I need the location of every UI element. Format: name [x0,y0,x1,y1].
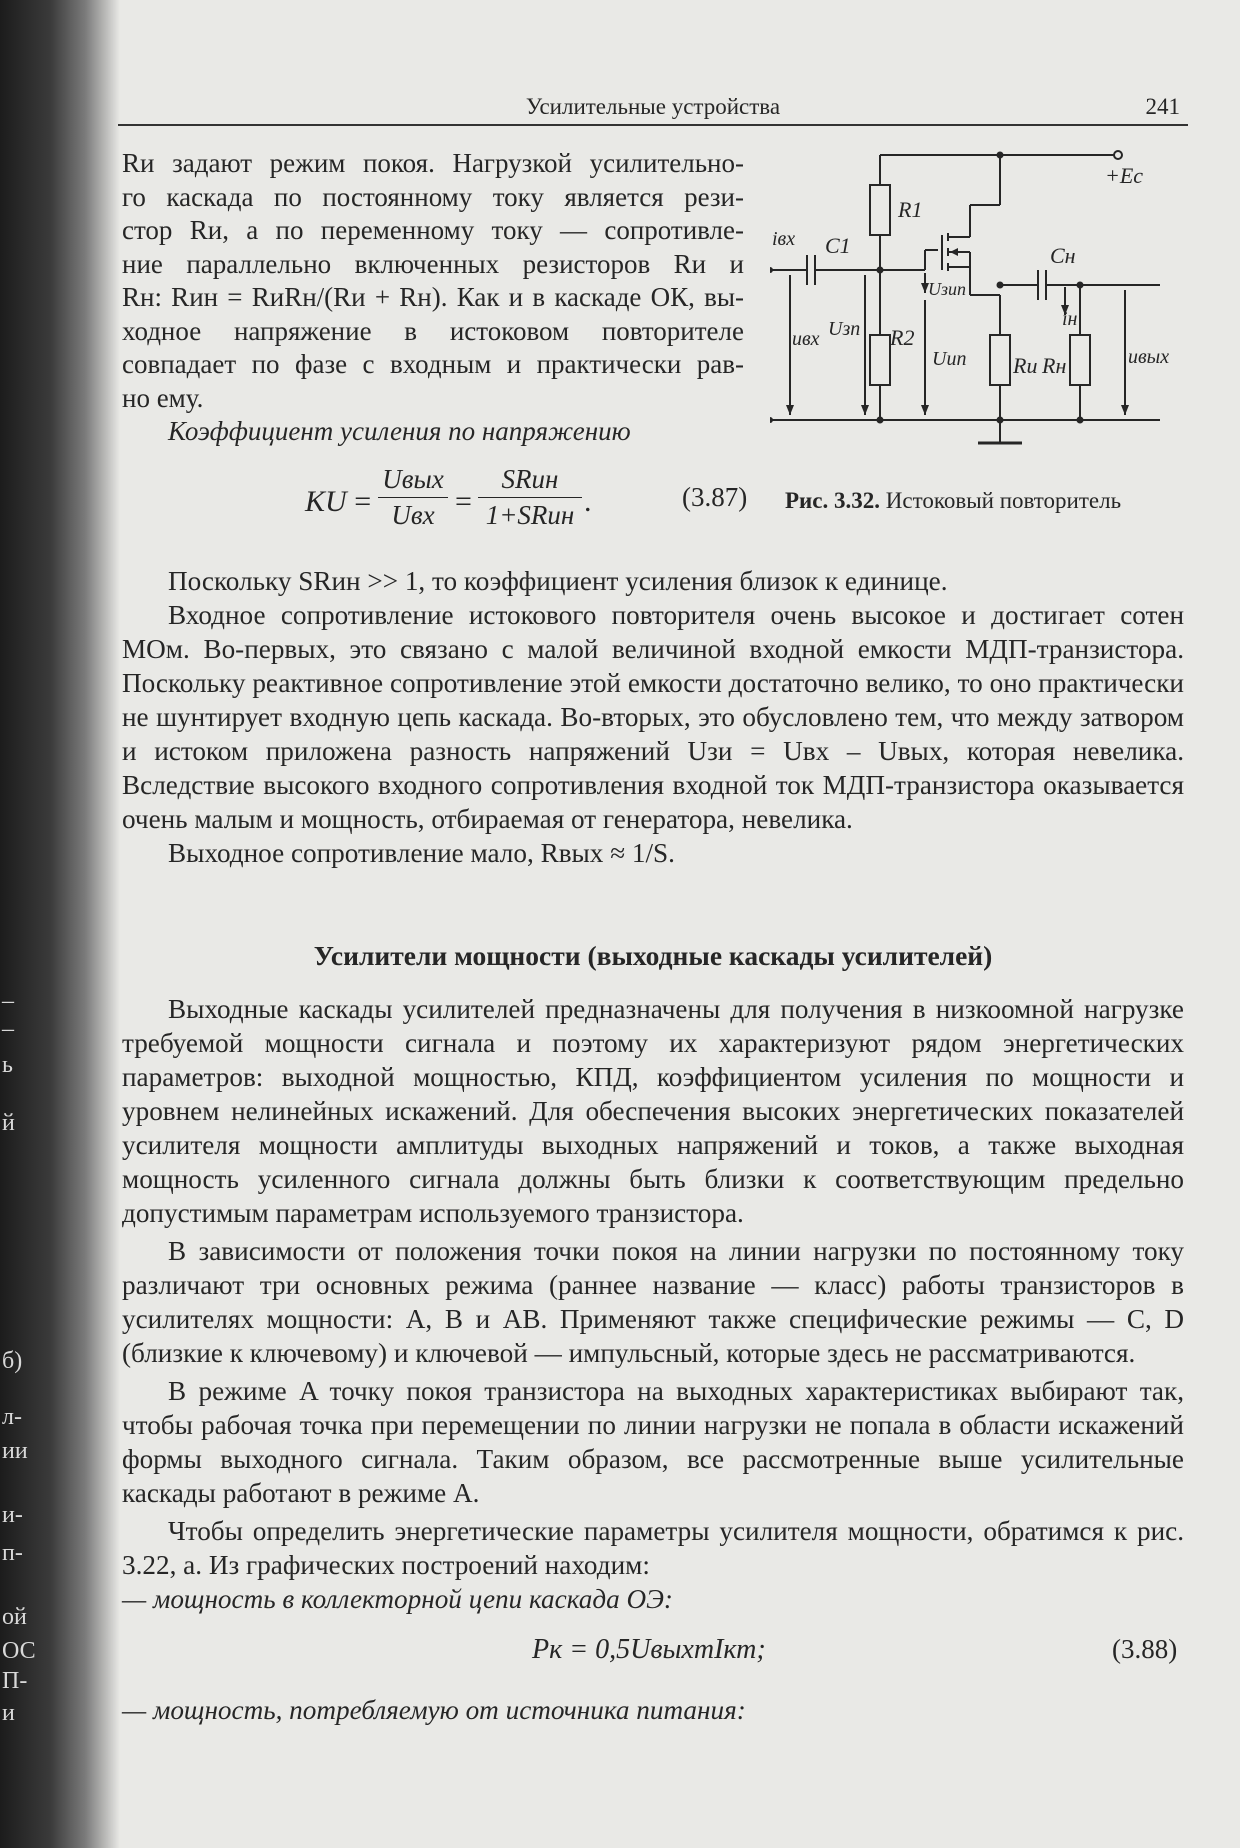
running-header [118,92,1188,126]
fraction-2-numerator: SRин [478,464,582,498]
label-uvx: uвх [792,328,820,350]
label-ivx: iвх [772,228,796,250]
intro-line: ние параллельно включенных резисторов Rи и [122,248,744,279]
source-follower-circuit [770,145,1170,455]
intro-line: стор Rи, а по переменному току — сопротивле- [122,215,744,245]
intro-line: Rи задают режим покоя. Нагрузкой усилительно- [122,148,744,178]
label-rn: Rн [1042,353,1067,378]
section-title: Усилители мощности (выходные каскады усилителей) [313,940,993,971]
label-in: iн [1062,308,1078,330]
paragraph: В режиме A точку покоя транзистора на выходных характеристиках выбирают так, чтобы рабочая точка при перемещении по линии нагрузки не попала в области искажений формы выходного сигнала. Таким образом, все рассмотренные выше усилительные каскады работают в режиме A. [122,1376,1184,1508]
book-spine-shadow [0,0,120,1848]
spine-fragment: б) [2,1348,23,1374]
intro-line: совпадает по фазе с входным и практически рав- [122,349,744,379]
label-uzp: Uзп [828,318,861,340]
spine-fragment: й [2,1110,15,1136]
intro-line: но ему. [122,382,204,413]
label-ri: Rи [1013,353,1038,378]
fraction-2-denominator: 1+SRин [485,500,575,530]
spine-fragment: и [2,1700,15,1726]
spine-fragment: ОС [2,1638,36,1664]
formula-lhs: KU = [305,485,372,518]
equation-number: (3.87) [682,482,748,512]
header-title: Усилительные устройства [525,94,781,119]
fraction-1 [378,464,448,531]
list-item: — мощность, потребляемую от источника питания: [122,1695,746,1725]
intro-text [122,147,744,415]
body-block-b [122,992,1184,1616]
caption-number: Рис. 3.32. [785,488,881,513]
intro-line: Rн: Rин = RиRн/(Rи + Rн). Как и в каскаде ОК, вы- [122,282,744,312]
caption-text: Истоковый повторитель [885,488,1122,513]
spine-fragment: и- [2,1502,23,1528]
gain-label: Коэффициент усиления по напряжению [168,416,631,446]
body-block-a [122,564,1184,870]
label-r1: R1 [898,197,923,222]
paragraph: Выходные каскады усилителей предназначены для получения в низкоомной нагрузке требуемой мощности сигнала и поэтому их характеризуют рядом энергетических параметров: выходной мощностью, КПД, коэффициентом усиления по мощности и уровнем нелинейных искажений. Для обеспечения высоких энергетических показателей усилителя мощности амплитуды выходных напряжений и токов, а также выходная мощность усиленного сигнала должны быть близки к соответствующим предельно допустимым параметрам используемого транзистора. [122,994,1184,1228]
intro-line: ходное напряжение в истоковом повторителе [122,315,744,346]
label-c1: C1 [825,233,851,258]
spine-fragment: ь [2,1052,13,1078]
paragraph: Входное сопротивление истокового повторителя очень высокое и достигает сотен МОм. Во-первых, это связано с малой величиной входной емкости МДП-транзистора. Поскольку реактивное сопротивление этой емкости достаточно велико, то оно практически не шунтирует входную цепь каскада. Во-вторых, это обусловлено тем, что между затвором и истоком приложена разность напряжений Uзи = Uвх – Uвых, которая невелика. Вследствие высокого входного сопротивления входной ток МДП-транзистора оказывается очень малым и мощность, отбираемая от генератора, невелика. [122,600,1184,834]
label-r2: R2 [890,325,915,350]
label-uvyh: uвых [1128,346,1170,368]
spine-fragment: п- [2,1540,23,1566]
label-ec: +Eс [1105,163,1144,188]
label-uip: Uип [932,348,967,370]
formula-3-88: Pк = 0,5UвыхmIкт; [532,1634,766,1665]
fraction-1-numerator: Uвых [378,464,448,498]
label-uzip: Uзип [928,279,967,299]
fraction-1-denominator: Uвх [391,500,435,530]
spine-fragment: – [2,988,14,1014]
spine-fragment: П- [2,1668,28,1694]
spine-fragment: ой [2,1604,27,1630]
paragraph: Чтобы определить энергетические параметры усилителя мощности, обратимся к рис. 3.22, а. Из графических построений находим: [122,1516,1184,1580]
spine-fragment: л- [2,1404,22,1430]
equals-sign: = [455,485,472,518]
spine-fragment: ии [2,1438,28,1464]
paragraph: Выходное сопротивление мало, Rвых ≈ 1/S. [168,838,675,868]
page-number: 241 [1145,94,1180,119]
intro-line: го каскада по постоянному току является рези- [122,181,744,212]
paragraph: В зависимости от положения точки покоя на линии нагрузки по постоянному току различают три основных режима (раннее название — класс) работы транзисторов в усилителях мощности: A, B и AB. Применяют также специфические режимы — C, D (близкие к ключевому) и ключевой — импульсный, которые здесь не рассматриваются. [122,1236,1184,1368]
list-item: — мощность в коллекторной цепи каскада ОЭ: [122,1584,673,1614]
figure-caption [785,488,1121,514]
formula-period: . [584,485,592,518]
paragraph: Поскольку SRин >> 1, то коэффициент усиления близок к единице. [168,566,948,596]
spine-fragment: – [2,1016,14,1042]
equation-number: (3.88) [1112,1634,1178,1664]
label-cn: Cн [1050,243,1076,268]
fraction-2 [478,464,582,531]
